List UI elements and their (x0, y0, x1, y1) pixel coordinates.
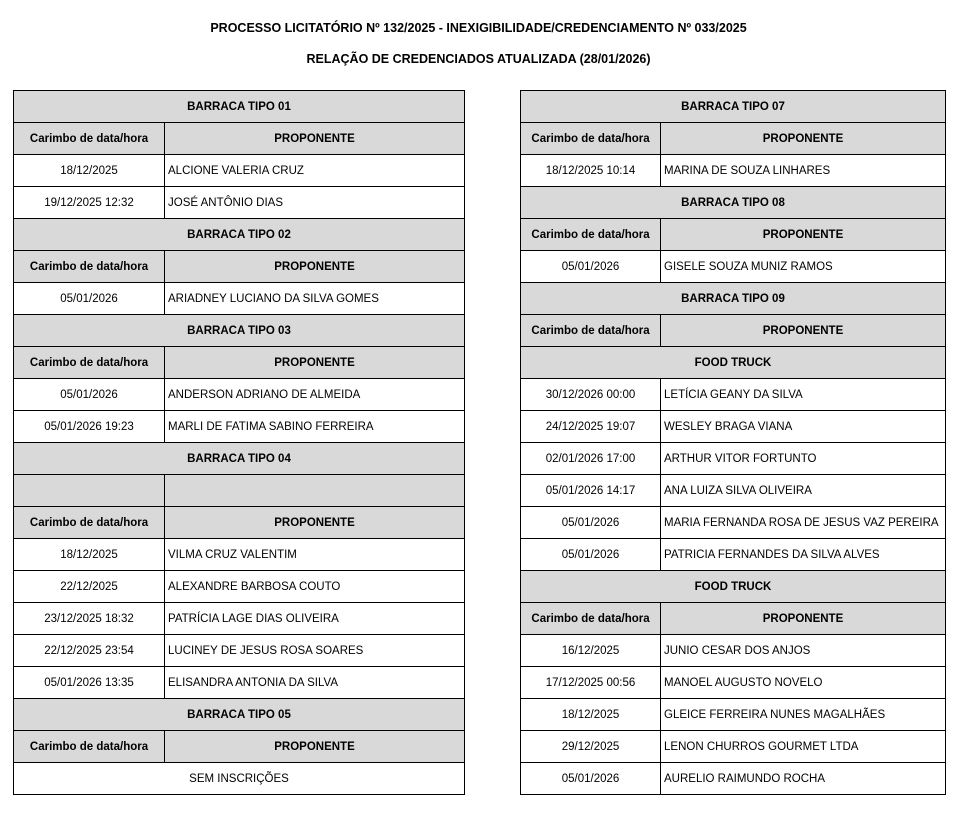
proponent-cell: LETÍCIA GEANY DA SILVA (661, 379, 946, 411)
timestamp-cell: 18/12/2025 (14, 155, 165, 187)
proponent-cell: ARIADNEY LUCIANO DA SILVA GOMES (165, 283, 465, 315)
proponent-cell: VILMA CRUZ VALENTIM (165, 539, 465, 571)
document-title: PROCESSO LICITATÓRIO Nº 132/2025 - INEXIGIBILIDADE/CREDENCIAMENTO Nº 033/2025 (210, 21, 747, 35)
column-header-row (521, 315, 946, 347)
section-title: FOOD TRUCK (521, 347, 946, 379)
section-row (521, 283, 946, 315)
proponent-cell: MARINA DE SOUZA LINHARES (661, 155, 946, 187)
timestamp-cell: 02/01/2026 17:00 (521, 443, 661, 475)
proponent-cell: GLEICE FERREIRA NUNES MAGALHÃES (661, 699, 946, 731)
table-row (521, 731, 946, 763)
timestamp-cell: 05/01/2026 (521, 507, 661, 539)
timestamp-cell: 17/12/2025 00:56 (521, 667, 661, 699)
timestamp-cell: 05/01/2026 (14, 379, 165, 411)
timestamp-cell: 05/01/2026 (521, 539, 661, 571)
proponent-cell: AURELIO RAIMUNDO ROCHA (661, 763, 946, 795)
timestamp-cell: 18/12/2025 (14, 539, 165, 571)
date-column-header: Carimbo de data/hora (521, 123, 661, 155)
proponent-column-header: PROPONENTE (165, 123, 465, 155)
table-row (521, 699, 946, 731)
proponent-cell: MARIA FERNANDA ROSA DE JESUS VAZ PEREIRA (661, 507, 946, 539)
section-row (521, 187, 946, 219)
section-title: BARRACA TIPO 01 (14, 91, 465, 123)
proponent-cell: ANA LUIZA SILVA OLIVEIRA (661, 475, 946, 507)
empty-cell (14, 475, 165, 507)
table-row (521, 507, 946, 539)
column-header-row (14, 123, 465, 155)
date-column-header: Carimbo de data/hora (521, 315, 661, 347)
table-row (14, 411, 465, 443)
timestamp-cell: 05/01/2026 14:17 (521, 475, 661, 507)
timestamp-cell: 16/12/2025 (521, 635, 661, 667)
proponent-column-header: PROPONENTE (661, 603, 946, 635)
timestamp-cell: 22/12/2025 (14, 571, 165, 603)
date-column-header: Carimbo de data/hora (14, 251, 165, 283)
timestamp-cell: 05/01/2026 (521, 251, 661, 283)
proponent-cell: JUNIO CESAR DOS ANJOS (661, 635, 946, 667)
table-row (14, 379, 465, 411)
proponent-column-header: PROPONENTE (661, 123, 946, 155)
proponent-cell: PATRÍCIA LAGE DIAS OLIVEIRA (165, 603, 465, 635)
section-title: BARRACA TIPO 08 (521, 187, 946, 219)
column-header-row (521, 219, 946, 251)
table-row (14, 603, 465, 635)
section-title: FOOD TRUCK (521, 571, 946, 603)
section-row (14, 315, 465, 347)
table-row (521, 411, 946, 443)
section-row (521, 91, 946, 123)
table-row (521, 251, 946, 283)
proponent-column-header: PROPONENTE (661, 315, 946, 347)
proponent-cell: ELISANDRA ANTONIA DA SILVA (165, 667, 465, 699)
proponent-cell: MANOEL AUGUSTO NOVELO (661, 667, 946, 699)
empty-row (14, 475, 465, 507)
section-row (14, 219, 465, 251)
section-title: BARRACA TIPO 09 (521, 283, 946, 315)
table-row (521, 155, 946, 187)
section-title: BARRACA TIPO 02 (14, 219, 465, 251)
section-row (521, 571, 946, 603)
table-row (521, 379, 946, 411)
timestamp-cell: 05/01/2026 (521, 763, 661, 795)
table-row (521, 539, 946, 571)
section-row (14, 91, 465, 123)
date-column-header: Carimbo de data/hora (14, 347, 165, 379)
table-row (14, 283, 465, 315)
column-header-row (14, 347, 465, 379)
date-column-header: Carimbo de data/hora (521, 219, 661, 251)
section-title: BARRACA TIPO 04 (14, 443, 465, 475)
section-row (14, 699, 465, 731)
column-header-row (521, 123, 946, 155)
proponent-cell: ARTHUR VITOR FORTUNTO (661, 443, 946, 475)
proponent-column-header: PROPONENTE (165, 347, 465, 379)
table-row (521, 763, 946, 795)
empty-cell (165, 475, 465, 507)
column-header-row (14, 731, 465, 763)
timestamp-cell: 30/12/2026 00:00 (521, 379, 661, 411)
table-row (14, 667, 465, 699)
timestamp-cell: 05/01/2026 19:23 (14, 411, 165, 443)
date-column-header: Carimbo de data/hora (14, 507, 165, 539)
timestamp-cell: 05/01/2026 13:35 (14, 667, 165, 699)
section-row (521, 347, 946, 379)
column-header-row (14, 507, 465, 539)
timestamp-cell: 05/01/2026 (14, 283, 165, 315)
proponent-cell: PATRICIA FERNANDES DA SILVA ALVES (661, 539, 946, 571)
right-table (520, 90, 946, 795)
proponent-cell: ALEXANDRE BARBOSA COUTO (165, 571, 465, 603)
date-column-header: Carimbo de data/hora (14, 123, 165, 155)
table-row (14, 539, 465, 571)
proponent-column-header: PROPONENTE (165, 731, 465, 763)
proponent-column-header: PROPONENTE (661, 219, 946, 251)
proponent-cell: ALCIONE VALERIA CRUZ (165, 155, 465, 187)
timestamp-cell: 29/12/2025 (521, 731, 661, 763)
table-row (521, 635, 946, 667)
table-row (14, 187, 465, 219)
table-row (14, 635, 465, 667)
left-table (13, 90, 465, 795)
timestamp-cell: 24/12/2025 19:07 (521, 411, 661, 443)
table-row (521, 443, 946, 475)
timestamp-cell: 18/12/2025 10:14 (521, 155, 661, 187)
proponent-cell: ANDERSON ADRIANO DE ALMEIDA (165, 379, 465, 411)
proponent-cell: LENON CHURROS GOURMET LTDA (661, 731, 946, 763)
table-row (521, 475, 946, 507)
section-title: BARRACA TIPO 03 (14, 315, 465, 347)
no-entries-row (14, 763, 465, 795)
column-header-row (14, 251, 465, 283)
table-row (14, 155, 465, 187)
proponent-cell: MARLI DE FATIMA SABINO FERREIRA (165, 411, 465, 443)
section-row (14, 443, 465, 475)
date-column-header: Carimbo de data/hora (521, 603, 661, 635)
section-title: BARRACA TIPO 05 (14, 699, 465, 731)
date-column-header: Carimbo de data/hora (14, 731, 165, 763)
no-entries-cell: SEM INSCRIÇÕES (14, 763, 465, 795)
proponent-column-header: PROPONENTE (165, 507, 465, 539)
table-row (14, 571, 465, 603)
table-row (521, 667, 946, 699)
proponent-cell: JOSÉ ANTÔNIO DIAS (165, 187, 465, 219)
timestamp-cell: 18/12/2025 (521, 699, 661, 731)
document-subtitle: RELAÇÃO DE CREDENCIADOS ATUALIZADA (28/01/2026) (306, 52, 651, 66)
timestamp-cell: 22/12/2025 23:54 (14, 635, 165, 667)
timestamp-cell: 23/12/2025 18:32 (14, 603, 165, 635)
proponent-cell: LUCINEY DE JESUS ROSA SOARES (165, 635, 465, 667)
proponent-cell: WESLEY BRAGA VIANA (661, 411, 946, 443)
proponent-cell: GISELE SOUZA MUNIZ RAMOS (661, 251, 946, 283)
section-title: BARRACA TIPO 07 (521, 91, 946, 123)
proponent-column-header: PROPONENTE (165, 251, 465, 283)
column-header-row (521, 603, 946, 635)
timestamp-cell: 19/12/2025 12:32 (14, 187, 165, 219)
